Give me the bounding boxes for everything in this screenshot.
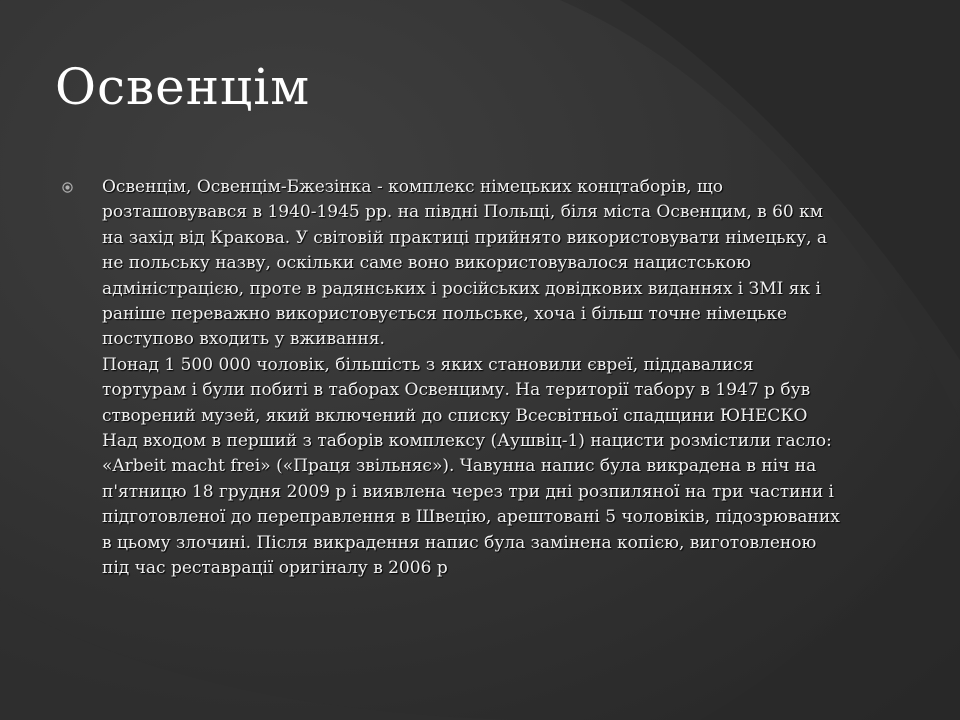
circle-dot-icon: [62, 182, 73, 193]
body-text: [102, 175, 842, 582]
paragraph-arbeit-macht-frei: Над входом в перший з таборів комплексу (Аушвіц-1) нацисти розмістили гасло: «Arbeit macht frei» («Праця звільняє»). Чавунна напис була викрадена в ніч на п'ятницю 18 грудня 2009 р і виявлена через три дні розпиляної на три частини і підготовленої до переправлення в Швецію, арештовані 5 чоловіків, підозрюваних в цьому злочині. Після викрадення напис була замінена копією, виготовленою під час реставрації оригіналу в 2006 р: [102, 431, 840, 579]
paragraph-oswiecim-intro: Освенцім, Освенцім-Бжезінка - комплекс німецьких концтаборів, що розташовувався в 1940-1945 рр. на півдні Польщі, біля міста Освенцим, в 60 км на захід від Кракова. У світовій практиці прийнято використовувати німецьку, а не польську назву, оскільки саме воно використовувалося нацистською адміністрацією, проте в радянських і російських довідкових виданнях і ЗМІ як і раніше переважно використовується польське, хоча і більш точне німецьке поступово входить у вживання.: [102, 177, 828, 350]
slide-title: Освенцім: [55, 58, 311, 116]
paragraph-victims-museum: Понад 1 500 000 чоловік, більшість з яких становили євреї, піддавалися тортурам і були побиті в таборах Освенциму. На території табору в 1947 р був створений музей, який включений до списку Всесвітньої спадщини ЮНЕСКО: [102, 354, 811, 426]
bullet-item: [62, 175, 842, 582]
